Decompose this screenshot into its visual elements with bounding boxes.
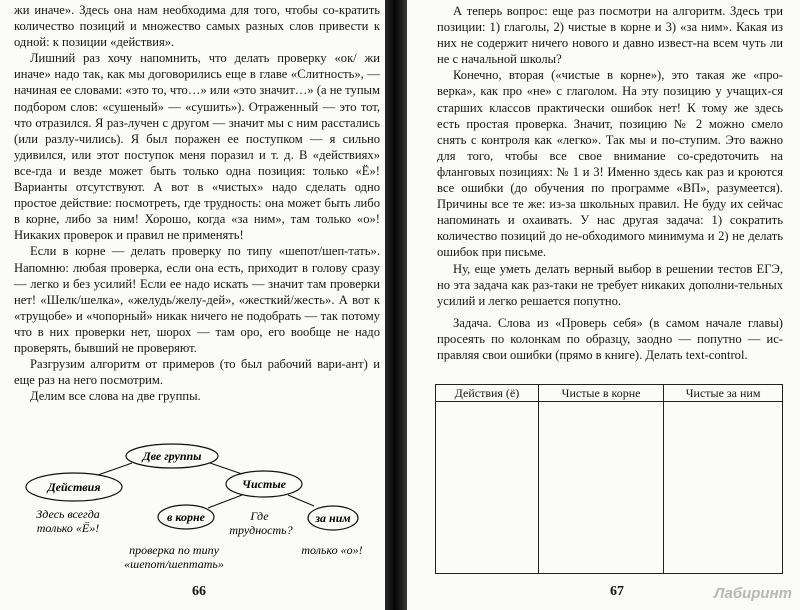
diagram-difficulty-line2: трудность? [229, 523, 293, 537]
right-paragraph: А теперь вопрос: еще раз посмотри на алгоритм. Здесь три позиции: 1) глаголы, 2) чистые в корне и 3) «за ним». Какая из них не содержит ничего нового и давно извест-на всем чуть ли не с начальной школы? [437, 4, 783, 67]
diagram-label-clean: Чистые [242, 477, 286, 491]
left-page-text [14, 2, 380, 404]
right-paragraph: Конечно, вторая («чистые в корне»), это такая же «про-верка», как про «не» с глаголом. На эту позицию у учащих-ся старших классов практически ошибок нет! К тому же здесь есть простая проверка. Значит, позицию № 2 можно смело снять с контроля как «легко». Так мы и по-ступим. Это важно для того, чтобы все свое внимание со-средоточить на фланговых позициях: № 1 и 3! Именно здесь как раз и кроются все ошибки (до обучения по программе «ВП», разумеется). Причины все те же: из-за школьных правил. Не буду их сейчас напоминать и охаивать. У нас другая задача: 1) сократить количество позиций до не-обходимого минимума и 2) не делать ошибок при письме. [437, 68, 783, 260]
two-groups-diagram [10, 442, 380, 582]
diagram-note-check-2: «шепот/шептать» [124, 557, 224, 571]
left-paragraph: Делим все слова на две группы. [30, 389, 201, 404]
table-cell-clean-root[interactable] [538, 402, 663, 574]
left-paragraph: Если в корне — делать проверку по типу «шепот/шеп-тать». Напомню: любая проверка, если она есть, приходит в голову сразу — легко и без усилий! Если ее надо искать — значит там проверки нет! «Шелк/шелка», «желудь/желу-дей», «жесткий/жесть». А вот к «трущобе» и «чопорный» никак ничего не подобрать — так потому что в них проверки нет, шорох — там оро, его вообще не надо проверять, бывший не проверяют. [14, 244, 380, 355]
right-paragraph: Ну, еще уметь делать верный выбор в решении тестов ЕГЭ, но эта задача как раз-таки не требует никаких дополни-тельных усилий и легко решается попутно. [437, 261, 783, 308]
diagram-label-after-root: за ним [315, 511, 351, 525]
right-paragraph: Задача. Слова из «Проверь себя» (в самом начале главы) просеять по колонкам по образцу, заодно — попутно — ис-правляя свои ошибки (прямо в книге). Делать text-control. [437, 315, 783, 362]
left-page [0, 0, 385, 610]
book-gutter [385, 0, 407, 610]
right-page [407, 0, 800, 610]
table-header-actions: Действия (ё) [436, 385, 539, 402]
diagram-difficulty-line1: Где [250, 509, 269, 523]
diagram-label-actions: Действия [47, 480, 101, 494]
table-cell-actions[interactable] [436, 402, 539, 574]
right-page-number: 67 [610, 584, 624, 599]
diagram-edge-root-right [210, 463, 242, 474]
labirint-watermark-logo: Лабиринт [713, 585, 792, 602]
left-paragraph: жи иначе». Здесь она нам необходима для того, чтобы со-кратить количество позиций и множество самых разных слов привести к одной: к позиции «действия». [14, 3, 380, 50]
left-page-number: 66 [192, 584, 206, 599]
table-cell-clean-after[interactable] [664, 402, 783, 574]
left-paragraph: Лишний раз хочу напомнить, что делать проверку «ок/ жи иначе» надо так, как мы договорились еще в главе «Слитность», — начиная ее словами: «это то, что…» или «это значит…» (а не тупым подбором слов: «сушеный» — «сушить»). Отраженный — это тот, что отразился. Я раз-лучен с другом — значит мы с ним расстались (или разлу-чились). Я был поражен ее поступком — я сильно удивился, или этот поступок меня поразил и т. д. В «действиях» все-гда и везде может быть только одна позиция: только «Ё»! Варианты отсутствуют. А вот в «чистых» надо сделать одно простое действие: посмотреть, где трудность: она может быть либо в корне, либо за ним! Хорошо, когда «за ним», там только «о»! Никаких проверок и правил не применять! [14, 51, 380, 243]
diagram-edge-clean-after [288, 495, 314, 506]
diagram-label-in-root: в корне [167, 510, 205, 524]
diagram-note-always-2: только «Ё»! [36, 521, 100, 535]
diagram-edge-clean-root [208, 495, 242, 508]
table-header-clean-root: Чистые в корне [538, 385, 663, 402]
diagram-note-only-o: только «о»! [301, 543, 363, 557]
diagram-label-difficulty [229, 509, 292, 537]
diagram-edge-root-left [98, 463, 132, 475]
sorting-table [435, 384, 783, 574]
table-header-clean-after: Чистые за ним [664, 385, 783, 402]
table-row [436, 402, 783, 574]
diagram-note-check-1: проверка по типу [129, 543, 219, 557]
diagram-note-always-1: Здесь всегда [36, 507, 100, 521]
left-paragraph: Разгрузим алгоритм от примеров (то был рабочий вари-ант) и еще раз на него посмотрим. [14, 357, 380, 388]
right-page-text [437, 3, 783, 363]
diagram-label-root: Две группы [142, 449, 202, 463]
table-header-row [436, 385, 783, 402]
